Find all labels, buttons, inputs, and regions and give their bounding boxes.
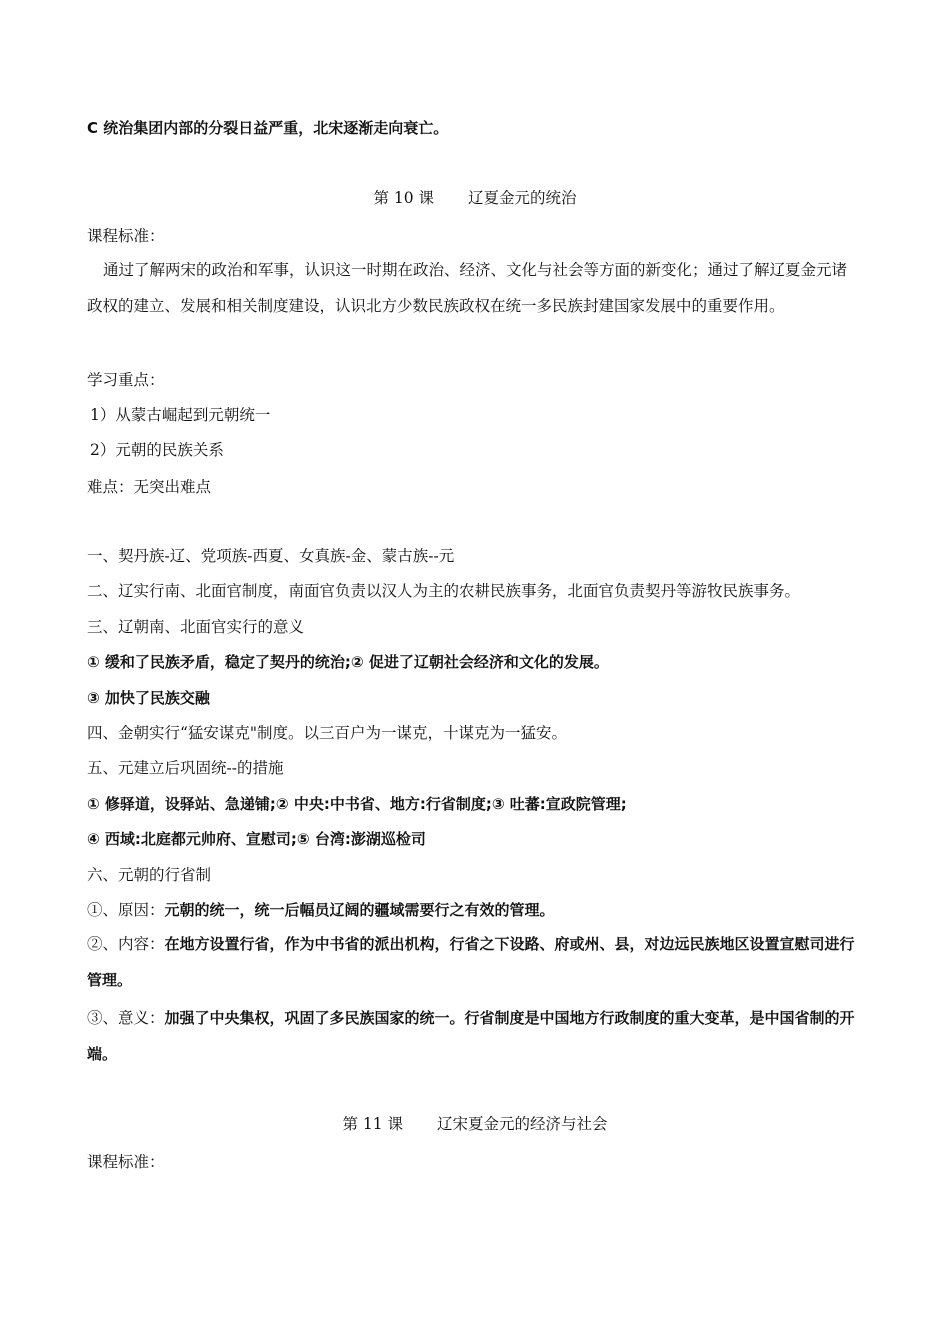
intro-line: C 统治集团内部的分裂日益严重，北宋逐渐走向衰亡。 [87,119,449,137]
reason-line [87,900,867,920]
lesson10-standard-label: 课程标准： [87,227,165,245]
point-5: 五、元建立后巩固统--的措施 [87,759,284,777]
difficulty: 难点：无突出难点 [87,478,212,496]
lesson10-heading [0,188,950,208]
point-3-a: ① 缓和了民族矛盾，稳定了契丹的统治;② 促进了辽朝社会经济和文化的发展。 [87,653,609,671]
point-3: 三、辽朝南、北面官实行的意义 [87,618,305,636]
content-text: 在地方设置行省，作为中书省的派出机构，行省之下设路、府或州、县，对边远民族地区设置宣慰司进行管理。 [87,935,855,989]
focus-label: 学习重点： [87,371,165,389]
content-paragraph [87,926,862,998]
point-3-b: ③ 加快了民族交融 [87,689,210,707]
point-1: 一、契丹族-辽、党项族-西夏、女真族-金、蒙古族--元 [87,547,455,565]
focus-item-2: 2）元朝的民族关系 [90,441,224,459]
lesson10-title: 辽夏金元的统治 [468,189,577,207]
point-6: 六、元朝的行省制 [87,866,212,884]
reason-text: 元朝的统一，统一后幅员辽阔的疆域需要行之有效的管理。 [164,901,555,919]
lesson11-number: 第 11 课 [342,1115,404,1133]
point-2: 二、辽实行南、北面官制度，南面官负责以汉人为主的农耕民族事务，北面官负责契丹等游牧民族事务。 [87,582,801,600]
content-label: ②、内容： [87,935,165,953]
meaning-text: 加强了中央集权，巩固了多民族国家的统一。行省制度是中国地方行政制度的重大变革，是中国省制的开端。 [87,1009,855,1063]
focus-item-1: 1）从蒙古崛起到元朝统一 [90,406,271,424]
point-4: 四、金朝实行“猛安谋克"制度。以三百户为一谋克，十谋克为一猛安。 [87,724,568,742]
lesson11-heading [0,1114,950,1134]
point-5-b: ④ 西域:北庭都元帅府、宣慰司;⑤ 台湾:澎湖巡检司 [87,830,426,848]
meaning-paragraph [87,1000,862,1072]
lesson10-standard-text: 通过了解两宋的政治和军事，认识这一时期在政治、经济、文化与社会等方面的新变化；通过了解辽夏金元诸政权的建立、发展和相关制度建设，认识北方少数民族政权在统一多民族封建国家发展中的重要作用。 [87,261,848,315]
lesson11-title: 辽宋夏金元的经济与社会 [437,1115,608,1133]
point-5-a: ① 修驿道，设驿站、急递铺;② 中央:中书省、地方:行省制度;③ 吐蕃:宣政院管理; [87,795,627,813]
meaning-label: ③、意义： [87,1009,165,1027]
reason-label: ①、原因： [87,901,165,919]
lesson11-standard-label: 课程标准： [87,1153,165,1171]
lesson10-number: 第 10 课 [373,189,435,207]
